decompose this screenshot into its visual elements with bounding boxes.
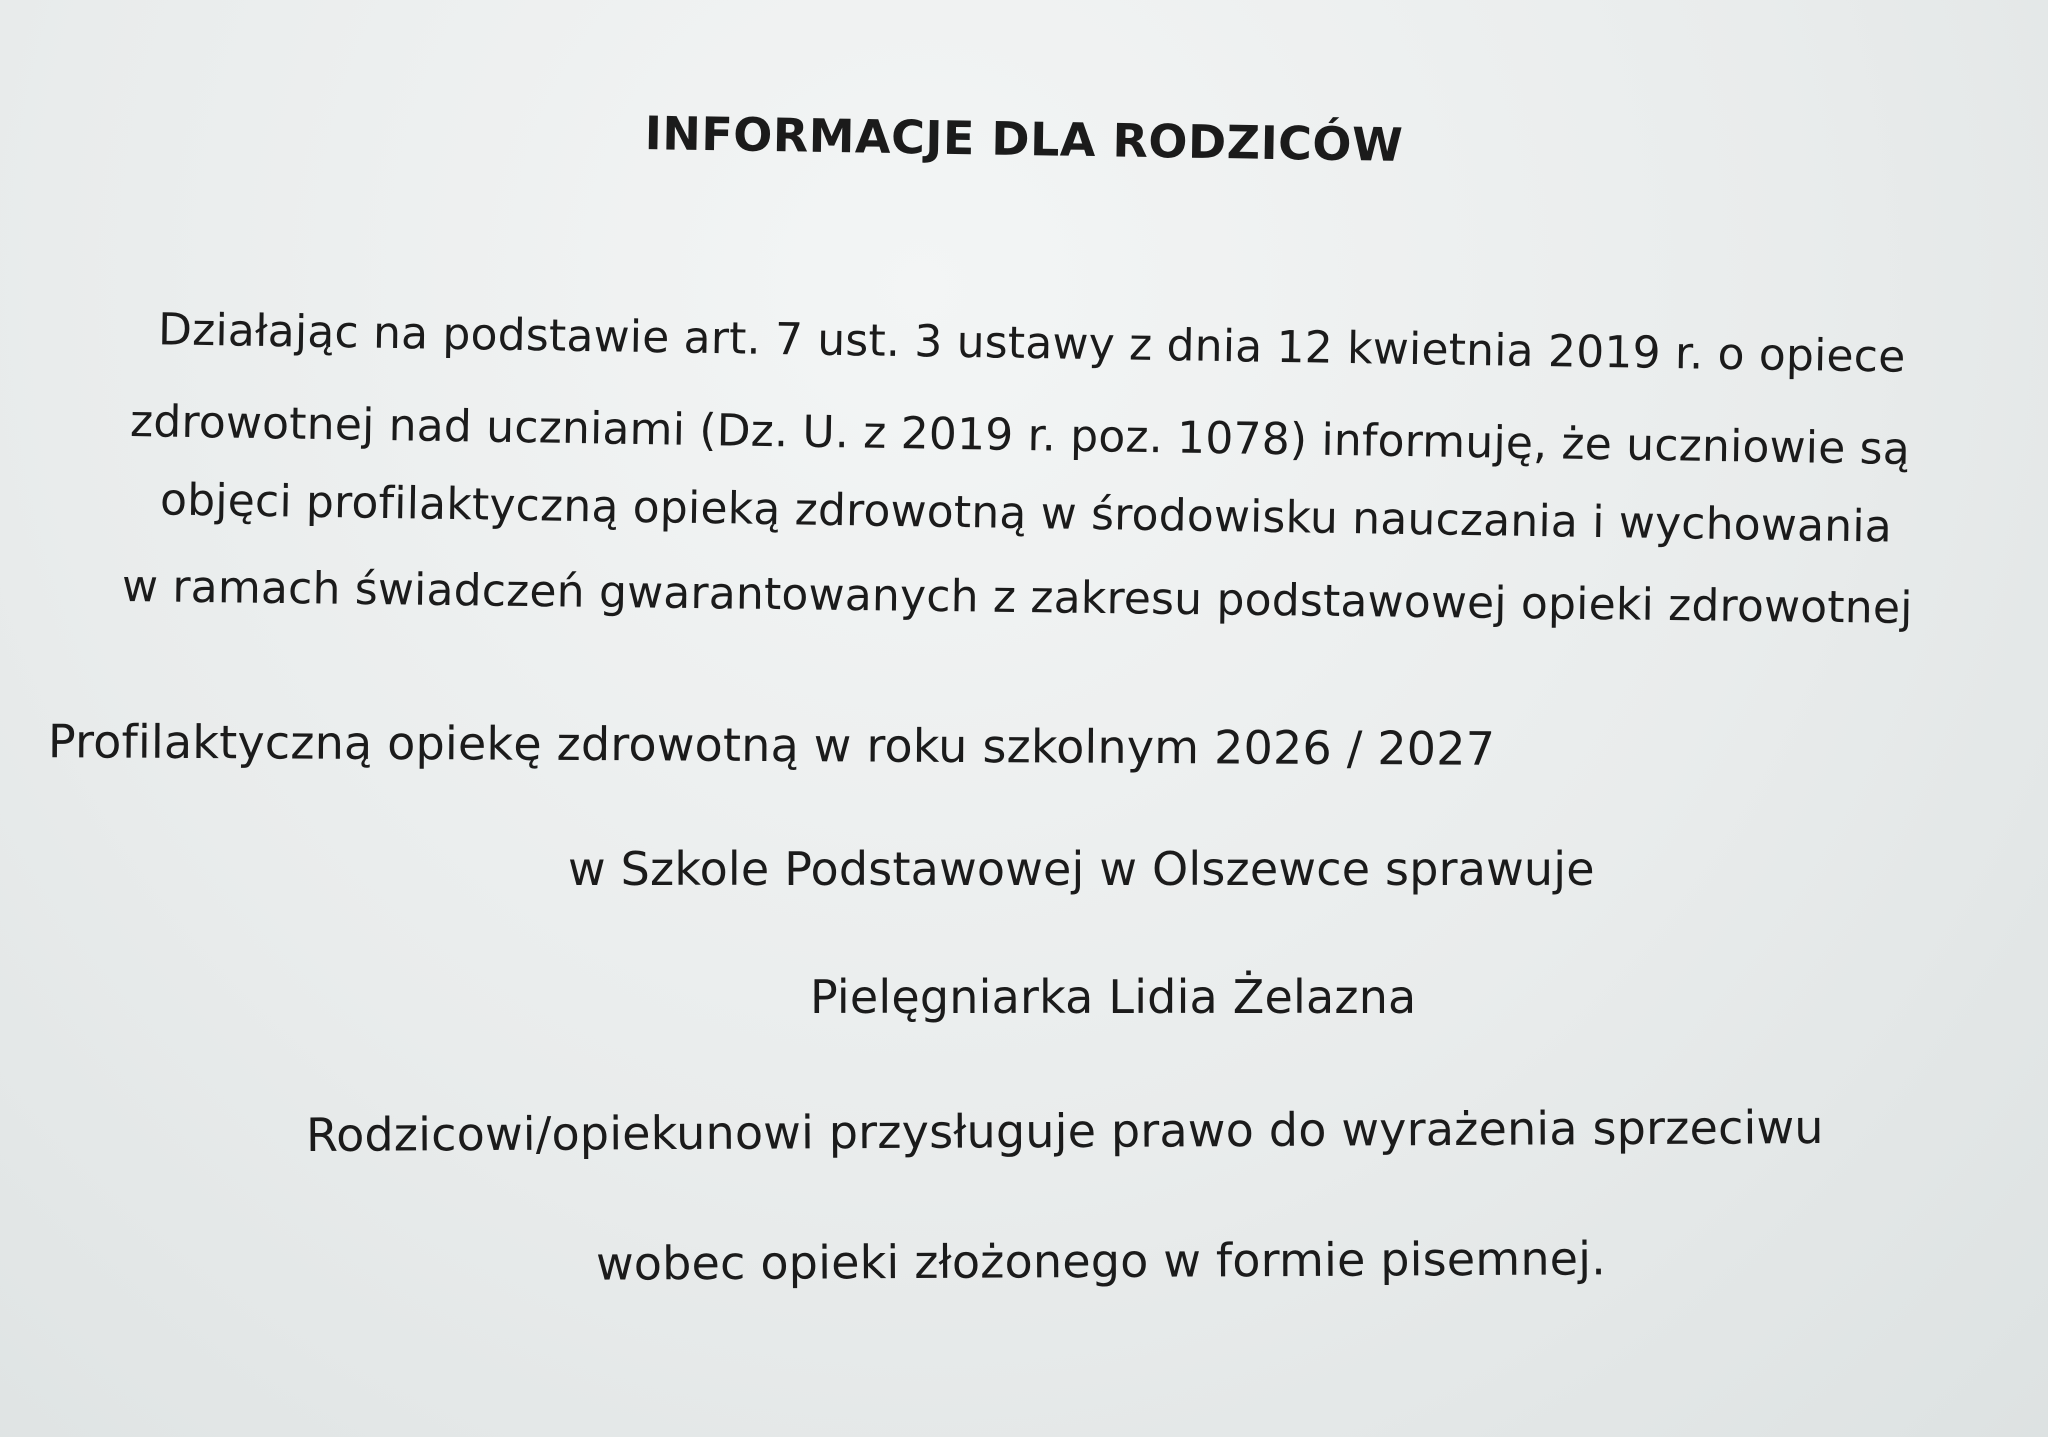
nurse-name-line: Pielęgniarka Lidia Żelazna <box>810 970 1417 1024</box>
document-title: INFORMACJE DLA RODZICÓW <box>644 106 1404 172</box>
school-name-line: w Szkole Podstawowej w Olszewce sprawuje <box>568 842 1595 896</box>
paragraph-line: objęci profilaktyczną opieką zdrowotną w środowisku nauczania i wychowania <box>159 474 1893 553</box>
paragraph-line: w ramach świadczeń gwarantowanych z zakresu podstawowej opieki zdrowotnej <box>121 561 1913 634</box>
paragraph-line: Działając na podstawie art. 7 ust. 3 ustawy z dnia 12 kwietnia 2019 r. o opiece <box>157 304 1906 383</box>
paragraph-line: zdrowotnej nad uczniami (Dz. U. z 2019 r. poz. 1078) informuję, że uczniowie są <box>129 396 1911 475</box>
care-school-year-line: Profilaktyczną opiekę zdrowotną w roku szkolnym 2026 / 2027 <box>47 714 1496 776</box>
objection-rights-line: Rodzicowi/opiekunowi przysługuje prawo do wyrażenia sprzeciwu <box>305 1100 1824 1162</box>
objection-rights-line-2: wobec opieki złożonego w formie pisemnej. <box>595 1231 1607 1291</box>
